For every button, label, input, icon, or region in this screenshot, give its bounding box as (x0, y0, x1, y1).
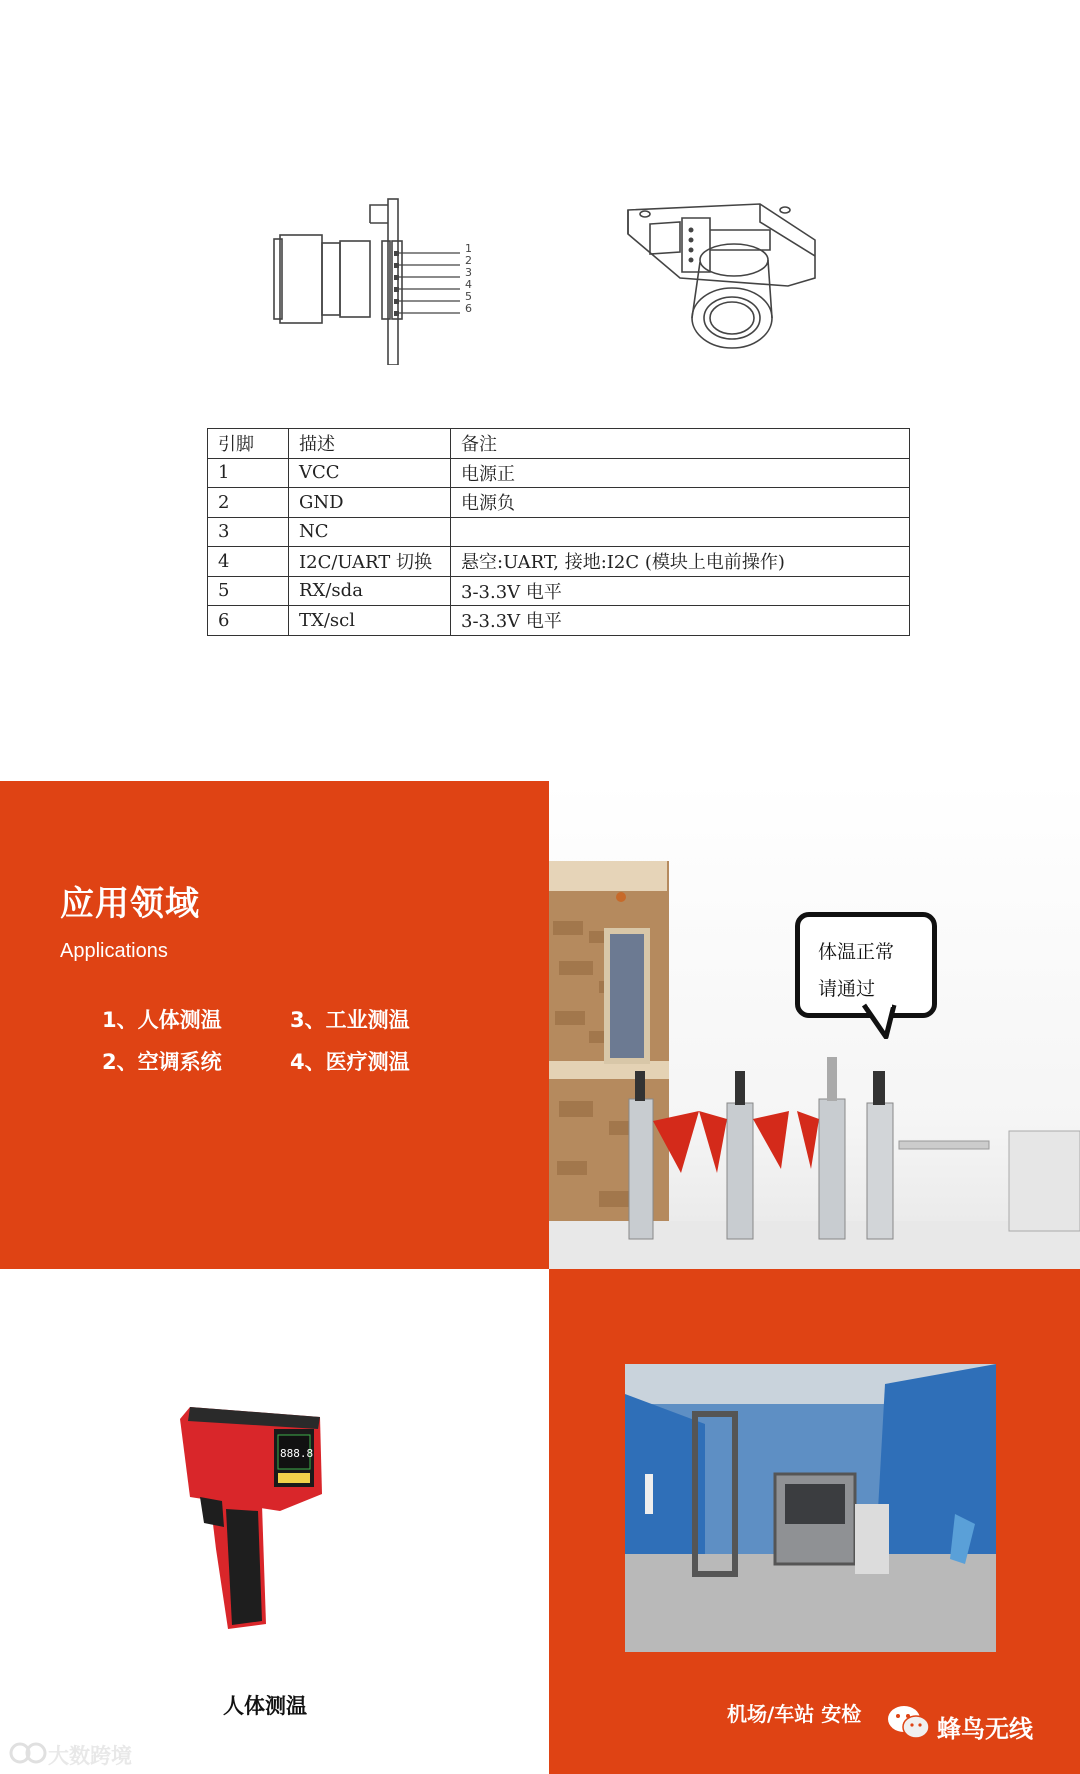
sensor-isometric-drawing (620, 200, 820, 360)
cell-description: TX/scl (289, 606, 451, 636)
brand-name: 蜂鸟无线 (937, 1715, 1033, 1743)
pin-label: 4 (465, 278, 472, 291)
caption-body-temperature: 人体测温 (223, 1693, 307, 1718)
application-item: 3、工业测温 (290, 1008, 410, 1032)
pin-label: 3 (465, 266, 472, 279)
cell-description: RX/sda (289, 576, 451, 606)
infrared-thermometer-image (170, 1399, 330, 1639)
table-row (208, 547, 910, 577)
cell-pin: 1 (208, 458, 289, 488)
cell-description: I2C/UART 切换 (289, 547, 451, 577)
cell-pin: 5 (208, 576, 289, 606)
wechat-icon (886, 1703, 932, 1741)
cell-remark: 电源负 (451, 488, 910, 518)
table-row (208, 517, 910, 547)
pin-table (207, 428, 910, 636)
station-security-photo (625, 1364, 996, 1652)
gun-display-readout: 888.8 (280, 1447, 314, 1460)
pin-label: 1 (465, 242, 472, 255)
watermark-text: 大数跨境 (48, 1744, 132, 1768)
application-item: 1、人体测温 (102, 1008, 222, 1032)
cell-pin: 2 (208, 488, 289, 518)
applications-title: 应用领域 (60, 884, 200, 924)
cell-remark: 3-3.3V 电平 (451, 576, 910, 606)
header-remark: 备注 (451, 429, 910, 459)
table-row (208, 606, 910, 636)
pin-label: 2 (465, 254, 472, 267)
application-item: 4、医疗测温 (290, 1050, 410, 1074)
cell-description: VCC (289, 458, 451, 488)
pin-label: 6 (465, 302, 472, 315)
cell-remark: 电源正 (451, 458, 910, 488)
header-pin: 引脚 (208, 429, 289, 459)
pin-number-labels (465, 243, 472, 315)
applications-subtitle: Applications (60, 940, 168, 962)
bubble-text-line2: 请通过 (818, 978, 876, 1000)
cell-pin: 4 (208, 547, 289, 577)
turnstile-scene-illustration (549, 781, 1080, 1269)
cell-pin: 3 (208, 517, 289, 547)
cell-pin: 6 (208, 606, 289, 636)
cell-description: NC (289, 517, 451, 547)
pin-label: 5 (465, 290, 472, 303)
caption-station-security: 机场/车站 安检 (727, 1702, 862, 1726)
applications-panel (0, 781, 549, 1269)
cell-description: GND (289, 488, 451, 518)
thermometer-gun-section (0, 1269, 549, 1774)
cell-remark (451, 517, 910, 547)
table-row (208, 458, 910, 488)
sensor-side-view-drawing (270, 195, 490, 365)
cell-remark: 悬空:UART, 接地:I2C (模块上电前操作) (451, 547, 910, 577)
turnstile-scene-image (549, 781, 1080, 1269)
header-description: 描述 (289, 429, 451, 459)
watermark-logo-icon (8, 1738, 48, 1768)
table-row (208, 488, 910, 518)
table-header-row (208, 429, 910, 459)
table-row (208, 576, 910, 606)
bubble-text-line1: 体温正常 (818, 941, 895, 963)
application-item: 2、空调系统 (102, 1050, 222, 1074)
speech-bubble-tail (862, 1003, 902, 1039)
cell-remark: 3-3.3V 电平 (451, 606, 910, 636)
